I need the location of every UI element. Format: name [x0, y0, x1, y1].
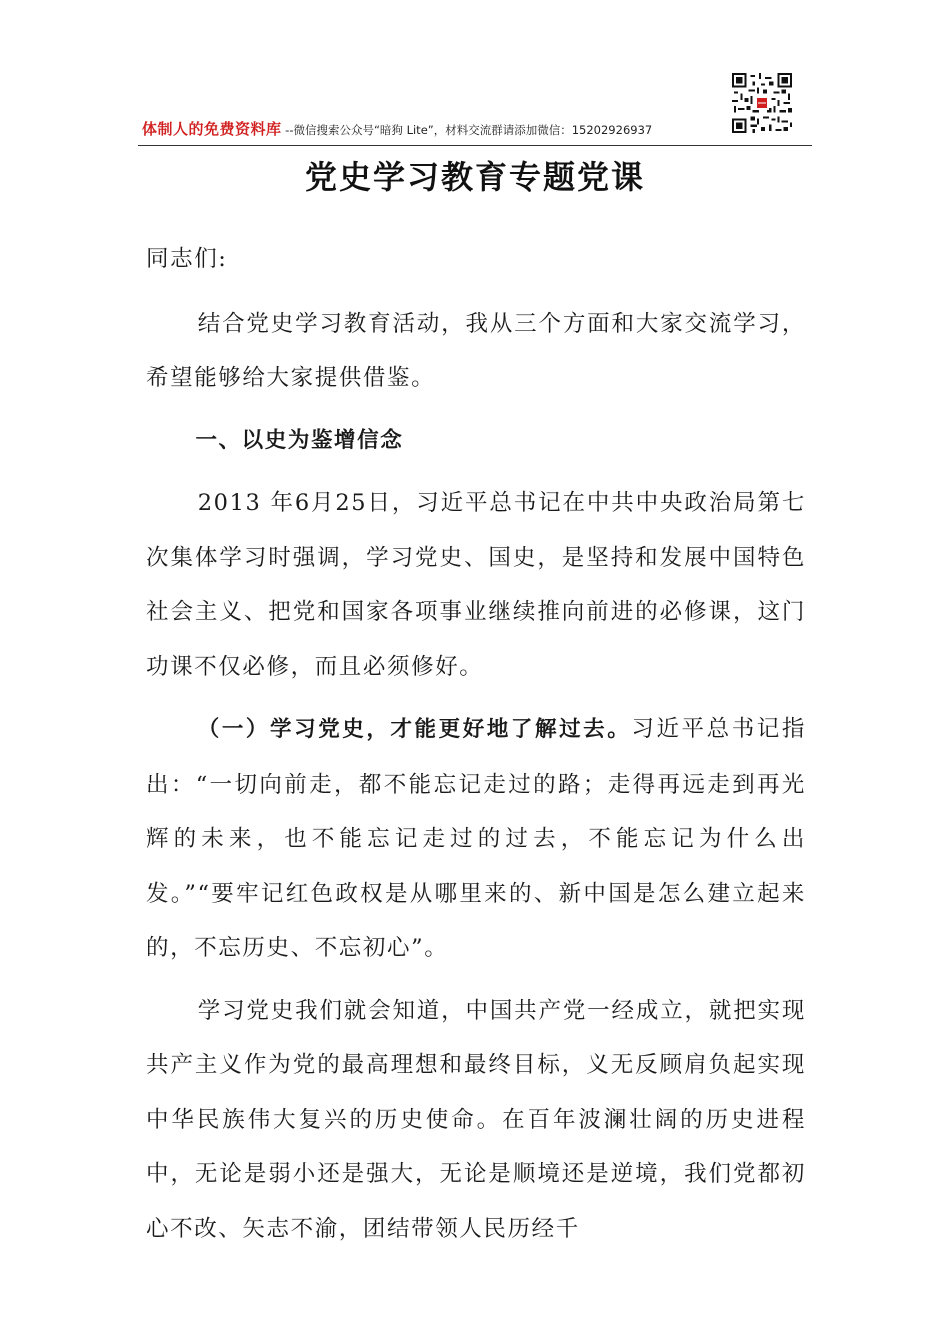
paragraph-sub1 [146, 702, 806, 976]
header-banner [142, 118, 812, 146]
sub-heading-1: （一）学习党史，才能更好地了解过去。 [197, 717, 632, 742]
sub1-text: 习近平总书记指出：“一切向前走，都不能忘记走过的路；走得再远走到再光辉的未来，也不能忘记走过的过去，不能忘记为什么出发。”“要牢记红色政权是从哪里来的、新中国是怎么建立起来的，不忘历史、不忘初心”。 [146, 716, 806, 961]
paragraph-1: 2013 年6月25日，习近平总书记在中共中央政治局第七次集体学习时强调，学习党史、国史，是坚持和发展中国特色社会主义、把党和国家各项事业继续推向前进的必修课，这门功课不仅必修，而且必须修好。 [146, 490, 806, 680]
header-note: --微信搜索公众号“暗狗 Lite”，材料交流群请添加微信：15202926937 [281, 123, 653, 137]
header-divider [138, 145, 812, 146]
section-heading-1: 一、以史为鉴增信念 [195, 427, 404, 453]
paragraph-2: 学习党史我们就会知道，中国共产党一经成立，就把实现共产主义作为党的最高理想和最终目标，义无反顾肩负起实现中华民族伟大复兴的历史使命。在百年波澜壮阔的历史进程中，无论是弱小还是强大，无论是顺境还是逆境，我们党都初心不改、矢志不渝，团结带领人民历经千 [146, 997, 806, 1242]
page-title: 党史学习教育专题党课 [304, 158, 645, 196]
document-body [146, 232, 806, 1264]
salutation: 同志们: [146, 246, 228, 272]
header-brand: 体制人的免费资料库 [142, 120, 282, 138]
intro-paragraph: 结合党史学习教育活动，我从三个方面和大家交流学习，希望能够给大家提供借鉴。 [146, 310, 806, 391]
